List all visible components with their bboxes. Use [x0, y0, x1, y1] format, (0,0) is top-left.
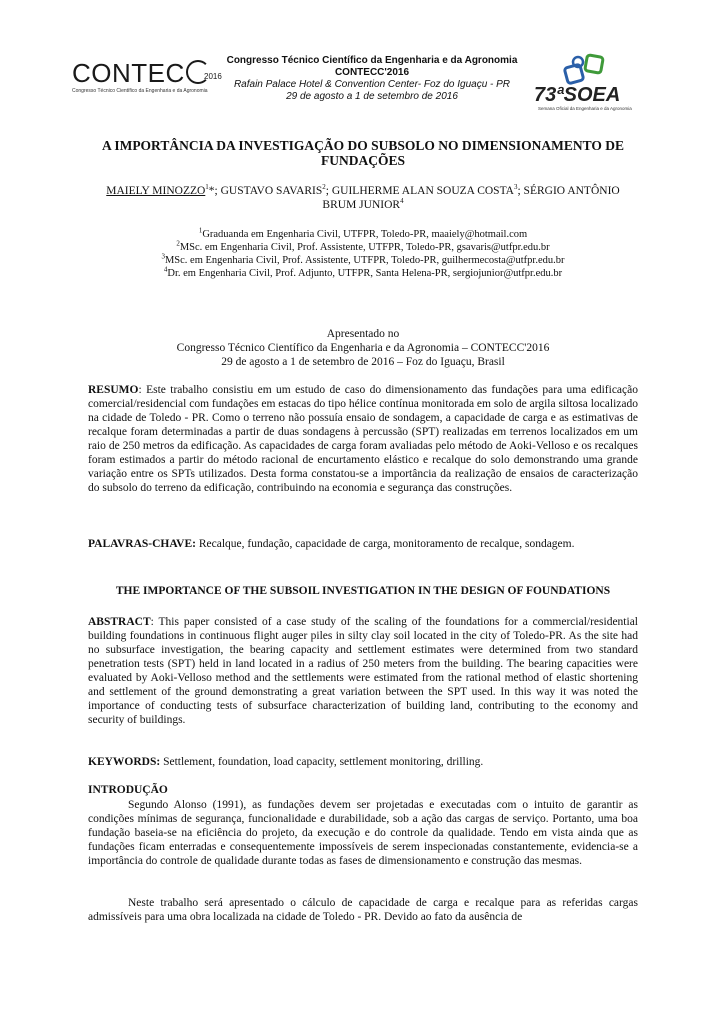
- presented-at: Apresentado no Congresso Técnico Científico da Engenharia e da Agronomia – CONTECC'2016 29 de agosto a 1 de setembro de 2016 – Foz do Iguaçu, Brasil: [176, 328, 550, 368]
- intro-heading: INTRODUÇÃO: [88, 784, 168, 796]
- conference-dates: 29 de agosto a 1 de setembro de 2016: [286, 91, 458, 102]
- conference-acronym: CONTECC'2016: [334, 67, 410, 78]
- conference-name: Congresso Técnico Científico da Engenharia e da Agronomia: [226, 55, 518, 66]
- conteco-logo: [72, 60, 222, 100]
- conteco-logo-year: 2016: [204, 72, 222, 81]
- soea-logo: [528, 50, 658, 110]
- intro-paragraph-1: Segundo Alonso (1991), as fundações devem ser projetadas e executadas com o intuito de garantir as condições mínimas de segurança, funcionalidade e durabilidade, sob a ação das cargas de serviço. Portanto, uma boa fundação baseia-se na eficiência do projeto, da execução e do controle da qualidade. Tendo em vista ainda que as fundações ficam enterradas e consequentemente impossíveis de serem inspecionadas constantemente, evidencia-se a importância do controle de qualidade durante todas as fases de dimensionamento e construção das mesmas.: [88, 799, 638, 867]
- keywords-label: KEYWORDS:: [88, 756, 161, 768]
- author-list: MAIELY MINOZZO$^1$*; GUSTAVO SAVARIS$^2$; GUILHERME ALAN SOUZA COSTA$^3$; SÉRGIO ANTÔNIO BRUM JUNIOR$^4$: [106, 183, 620, 211]
- conference-header: [222, 55, 522, 103]
- affiliation-4: $^4$Dr. em Engenharia Civil, Prof. Adjunto, UTFPR, Santa Helena-PR, sergiojunior@utfpr.edu.br: [163, 265, 563, 279]
- soea-logo-subtitle: Semana Oficial da Engenharia e da Agronomia: [538, 106, 632, 111]
- resumo-paragraph: RESUMO: Este trabalho consistiu em um estudo de caso do dimensionamento das fundações para uma edificação comercial/residencial com fundações em estacas do tipo hélice contínua monitorada em solo de argila siltosa localizado na cidade de Toledo - PR. Como o terreno não possuía ensaio de sondagem, a capacidade de carga e as estimativas de recalque foram determinadas a partir de duas sondagens à percussão (SPT) realizadas em terrenos localizados em um raio de 250 metros da edificação. As capacidades de carga foram avaliadas pelo método de Aoki-Velloso e os recalques foram estimados a partir do método racional de encurtamento elástico e recalque do solo demonstrando uma grande variação entre os SPTs utilizados. Desta forma constatou-se a importância da realização de ensaios de caracterização do subsolo do terreno da edificação, contribuindo na economia e segurança das construções.: [88, 384, 638, 494]
- conteco-logo-subtitle: Congresso Técnico Científico da Engenharia e da Agronomia: [72, 88, 208, 94]
- affiliation-3: $^3$MSc. em Engenharia Civil, Prof. Assistente, UTFPR, Toledo-PR, guilhermecosta@utfpr.edu.br: [161, 252, 565, 266]
- author-1: MAIELY MINOZZO: [106, 185, 206, 197]
- keywords: KEYWORDS: Settlement, foundation, load capacity, settlement monitoring, drilling.: [88, 756, 484, 768]
- affiliation-1: $^1$Graduanda em Engenharia Civil, UTFPR, Toledo-PR, maaiely@hotmail.com: [198, 226, 528, 240]
- author-3: ; GUILHERME ALAN SOUZA COSTA: [325, 185, 514, 197]
- soea-logo-text: 73ªSOEA: [534, 84, 621, 106]
- conteco-logo-text: CONTEC: [72, 60, 222, 86]
- palavras-chave: PALAVRAS-CHAVE: Recalque, fundação, capacidade de carga, monitoramento de recalque, sondagem.: [88, 538, 575, 550]
- resumo-label: RESUMO: [88, 384, 139, 396]
- author-4: ; SÉRGIO ANTÔNIO BRUM JUNIOR: [322, 185, 620, 211]
- conference-venue: Rafain Palace Hotel & Convention Center- Foz do Iguaçu - PR: [233, 79, 511, 90]
- abstract-label: ABSTRACT: [88, 616, 151, 628]
- affiliation-2: $^2$MSc. em Engenharia Civil, Prof. Assistente, UTFPR, Toledo-PR, gsavaris@utfpr.edu.br: [176, 239, 550, 253]
- intro-paragraph-2: Neste trabalho será apresentado o cálculo de capacidade de carga e recalque para as referidas cargas admissíveis para uma obra localizada na cidade de Toledo - PR. Devido ao fato da ausência de: [88, 897, 638, 923]
- author-2: ; GUSTAVO SAVARIS: [214, 185, 323, 197]
- palavras-chave-label: PALAVRAS-CHAVE:: [88, 538, 196, 550]
- english-title: THE IMPORTANCE OF THE SUBSOIL INVESTIGATION IN THE DESIGN OF FOUNDATIONS: [115, 585, 611, 597]
- paper-title: A IMPORTÂNCIA DA INVESTIGAÇÃO DO SUBSOLO NO DIMENSIONAMENTO DE FUNDAÇÕES: [101, 138, 625, 168]
- affiliations: [100, 228, 626, 280]
- abstract-paragraph: ABSTRACT: This paper consisted of a case study of the scaling of the foundations for a commercial/residential building foundations in continuous flight auger piles in silty clay soil located in the city of Toledo-PR. As the site had no subsurface investigation, the bearing capacity and settlement estimates were determined from two standard penetration tests (SPT) held in land located in a radius of 250 meters from the building. The bearing capacities were evaluated by Aoki-Velloso method and the settlements were estimated from the rational method of elastic shortening and settlement of the ground demonstrating a great variation between the SPT used. In this way it was noted the importance of conducting tests of subsurface characterization of building land, contributing to the economy and security of buildings.: [88, 616, 638, 726]
